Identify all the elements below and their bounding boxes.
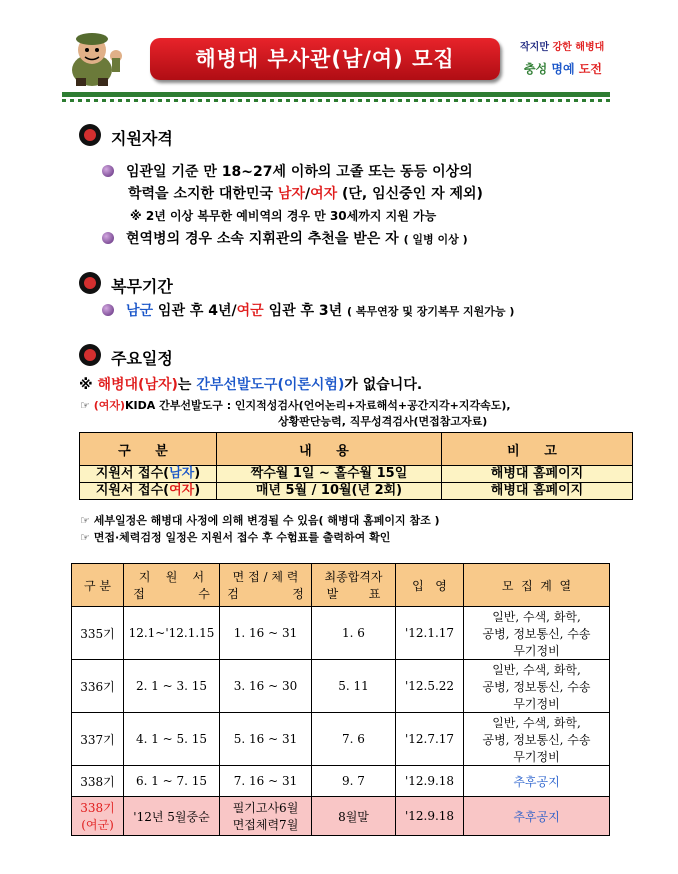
table-cell: 3. 16 ~ 30	[220, 660, 312, 713]
table-cell: 9. 7	[312, 766, 396, 797]
table-cell: 335기	[72, 607, 124, 660]
bullet-icon	[102, 304, 114, 316]
table-row	[72, 660, 610, 713]
qualification-line-1: 임관일 기준 만 18~27세 이하의 고졸 또는 동등 이상의	[126, 164, 473, 180]
table-cell: 1. 16 ~ 31	[220, 607, 312, 660]
schedule-note-1: ☞ 세부일정은 해병대 사정에 의해 변경될 수 있음( 해병대 홈페이지 참조 )	[80, 514, 440, 527]
table-cell: 필기고사6월 면접체력7월	[220, 797, 312, 836]
table-cell: '12.7.17	[396, 713, 464, 766]
application-table	[79, 432, 633, 500]
marine-mascot-icon	[62, 30, 130, 88]
table-cell: 해병대 홈페이지	[442, 483, 633, 500]
table-cell: 일반, 수색, 화학, 공병, 정보통신, 수송 무기정비	[464, 660, 610, 713]
recruitment-schedule-table	[71, 563, 610, 836]
table-header-cell: 구 분	[72, 564, 124, 607]
table-header-cell: 모 집 계 열	[464, 564, 610, 607]
table-header-cell: 구 분	[80, 433, 217, 466]
section-title-service: 복무기간	[111, 277, 173, 296]
header-dotted-divider	[62, 99, 610, 102]
table-cell: '12.5.22	[396, 660, 464, 713]
header-divider	[62, 92, 610, 97]
table-cell: 일반, 수색, 화학, 공병, 정보통신, 수송 무기정비	[464, 713, 610, 766]
kida-test-line-1: ☞ (여자)KIDA 간부선발도구 : 인지적성검사(언어논리+자료해석+공간지각+지각속도),	[80, 399, 511, 412]
table-cell: '12.1.17	[396, 607, 464, 660]
table-cell: '12.9.18	[396, 797, 464, 836]
section-marker-icon	[79, 124, 101, 146]
table-cell: 338기 (여군)	[72, 797, 124, 836]
table-row	[72, 713, 610, 766]
table-cell: 7. 6	[312, 713, 396, 766]
table-header-row	[80, 433, 633, 466]
kida-test-line-2: 상황판단능력, 직무성격검사(면접참고자료)	[278, 415, 488, 428]
table-cell: '12년 5월중순	[124, 797, 220, 836]
slogan-bottom: 충성 명예 도전	[524, 62, 602, 76]
schedule-note-2: ☞ 면접·체력검정 일정은 지원서 접수 후 수험표를 출력하여 확인	[80, 531, 391, 544]
table-cell: 2. 1 ~ 3. 15	[124, 660, 220, 713]
table-cell: 해병대 홈페이지	[442, 466, 633, 483]
table-header-cell: 면 접 / 체 력 검 정	[220, 564, 312, 607]
table-cell: 5. 16 ~ 31	[220, 713, 312, 766]
table-header-cell: 내 용	[217, 433, 442, 466]
slogan-top: 작지만 강한 해병대	[520, 42, 605, 53]
table-cell: 336기	[72, 660, 124, 713]
table-cell: 1. 6	[312, 607, 396, 660]
page-title: 해병대 부사관(남/여) 모집	[150, 38, 500, 80]
table-cell: 매년 5월 / 10월(년 2회)	[217, 483, 442, 500]
table-header-cell: 비 고	[442, 433, 633, 466]
table-cell: 12.1~'12.1.15	[124, 607, 220, 660]
table-header-cell: 지 원 서 접 수	[124, 564, 220, 607]
qualification-line-2: 학력을 소지한 대한민국 남자/여자 (단, 임신중인 자 제외)	[128, 186, 483, 202]
table-row-female	[72, 797, 610, 836]
table-cell: 일반, 수색, 화학, 공병, 정보통신, 수송 무기정비	[464, 607, 610, 660]
schedule-notice: ※ 해병대(남자)는 간부선발도구(이론시험)가 없습니다.	[79, 377, 423, 393]
table-cell: 지원서 접수(남자)	[80, 466, 217, 483]
bullet-icon	[102, 165, 114, 177]
table-row	[80, 483, 633, 500]
section-title-qualification: 지원자격	[111, 129, 173, 148]
section-marker-icon	[79, 272, 101, 294]
table-header-cell: 최종합격자 발 표	[312, 564, 396, 607]
bullet-icon	[102, 232, 114, 244]
table-cell: 338기	[72, 766, 124, 797]
service-period-line: 남군 임관 후 4년/여군 임관 후 3년 ( 복무연장 및 장기복무 지원가능 )	[126, 303, 515, 319]
table-cell: 5. 11	[312, 660, 396, 713]
qualification-line-3: 현역병의 경우 소속 지휘관의 추천을 받은 자 ( 일병 이상 )	[126, 231, 468, 247]
table-cell: 6. 1 ~ 7. 15	[124, 766, 220, 797]
table-row	[72, 607, 610, 660]
table-cell: 4. 1 ~ 5. 15	[124, 713, 220, 766]
table-cell: '12.9.18	[396, 766, 464, 797]
section-title-schedule: 주요일정	[111, 349, 173, 368]
table-cell: 7. 16 ~ 31	[220, 766, 312, 797]
table-cell: 짝수월 1일 ~ 홀수월 15일	[217, 466, 442, 483]
table-cell: 8월말	[312, 797, 396, 836]
section-marker-icon	[79, 344, 101, 366]
table-row	[80, 466, 633, 483]
table-header-row	[72, 564, 610, 607]
table-cell: 추후공지	[464, 766, 610, 797]
table-cell: 지원서 접수(여자)	[80, 483, 217, 500]
qualification-note: ※ 2년 이상 복무한 예비역의 경우 만 30세까지 지원 가능	[130, 209, 437, 223]
table-header-cell: 입 영	[396, 564, 464, 607]
table-cell: 추후공지	[464, 797, 610, 836]
table-cell: 337기	[72, 713, 124, 766]
table-row	[72, 766, 610, 797]
